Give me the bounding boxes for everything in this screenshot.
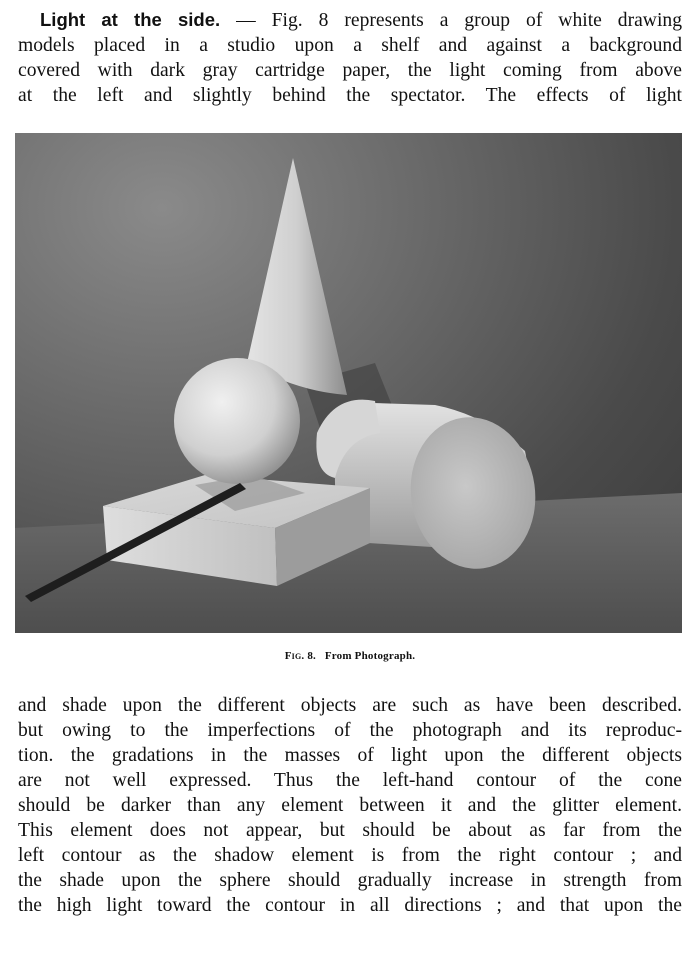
paragraph-line: but owing to the imperfections of the photograph and its reproduc- — [18, 720, 682, 741]
paragraph-line: at the left and slightly behind the spectator. The effects of light — [18, 85, 682, 106]
paragraph-line: This element does not appear, but should be about as far from the — [18, 820, 682, 841]
paragraph-line: the shade upon the sphere should gradually increase in strength from — [18, 870, 682, 891]
paragraph-line: models placed in a studio upon a shelf and against a background — [18, 35, 682, 56]
paragraph-line: are not well expressed. Thus the left-hand contour of the cone — [18, 770, 682, 791]
paragraph-line: tion. the gradations in the masses of light upon the different objects — [18, 745, 682, 766]
figure-photograph — [15, 133, 682, 633]
sphere-model — [174, 358, 300, 484]
paragraph-line: should be darker than any element between it and the glitter element. — [18, 795, 682, 816]
paragraph-line: covered with dark gray cartridge paper, the light coming from above — [18, 60, 682, 81]
paragraph-line: and shade upon the different objects are such as have been described. — [18, 695, 682, 716]
paragraph-line: the high light toward the contour in all directions ; and that upon the — [18, 895, 682, 916]
cone-model — [247, 158, 347, 395]
bottom-paragraph — [18, 693, 682, 918]
top-paragraph — [18, 7, 682, 108]
section-heading: Light at the side. — [40, 9, 221, 30]
figure-caption: Fig. 8. From Photograph. — [284, 650, 416, 662]
drawing-models-illustration — [15, 133, 682, 633]
paragraph-line: left contour as the shadow element is from the right contour ; and — [18, 845, 682, 866]
paragraph-line: Light at the side. — Fig. 8 represents a group of white drawing — [40, 9, 682, 31]
